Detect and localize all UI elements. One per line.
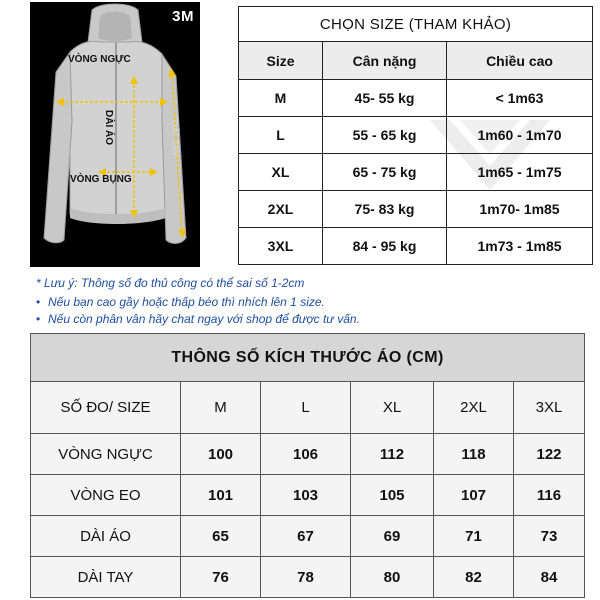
size-chart-header	[239, 42, 593, 80]
measurement-row	[31, 557, 585, 598]
waist-label: VÒNG BỤNG	[70, 174, 132, 185]
value-cell: 100	[181, 434, 261, 475]
header-height: Chiều cao	[447, 42, 593, 80]
size-header: 2XL	[434, 382, 514, 434]
size-header: M	[181, 382, 261, 434]
value-cell: 103	[261, 475, 351, 516]
length-label: DÀI ÁO	[103, 110, 114, 145]
measurement-title: THÔNG SỐ KÍCH THƯỚC ÁO (CM)	[31, 334, 585, 382]
value-cell: 65	[181, 516, 261, 557]
header-size: Size	[239, 42, 323, 80]
weight-cell: 75- 83 kg	[323, 191, 447, 228]
product-photo	[30, 2, 200, 267]
header-label: SỐ ĐO/ SIZE	[31, 382, 181, 434]
value-cell: 76	[181, 557, 261, 598]
size-chart-table	[238, 6, 593, 265]
size-row	[239, 191, 593, 228]
value-cell: 78	[261, 557, 351, 598]
height-cell: 1m73 - 1m85	[447, 228, 593, 265]
size-cell: M	[239, 80, 323, 117]
notes-section	[36, 276, 596, 328]
size-header: XL	[351, 382, 434, 434]
size-cell: 2XL	[239, 191, 323, 228]
value-cell: 106	[261, 434, 351, 475]
note-bullet-text: Nếu bạn cao gầy hoặc thấp béo thì nhích lên 1 size.	[48, 295, 325, 309]
value-cell: 122	[514, 434, 585, 475]
weight-cell: 84 - 95 kg	[323, 228, 447, 265]
value-cell: 105	[351, 475, 434, 516]
value-cell: 112	[351, 434, 434, 475]
row-label: VÒNG EO	[31, 475, 181, 516]
value-cell: 67	[261, 516, 351, 557]
note-bullet-text: Nếu còn phân vân hãy chat ngay với shop để được tư vấn.	[48, 312, 360, 326]
measurement-row	[31, 434, 585, 475]
size-header: L	[261, 382, 351, 434]
weight-cell: 65 - 75 kg	[323, 154, 447, 191]
value-cell: 118	[434, 434, 514, 475]
bullet-dot-icon: •	[36, 312, 41, 326]
size-row	[239, 154, 593, 191]
height-cell: 1m60 - 1m70	[447, 117, 593, 154]
note-main: * Lưu ý: Thông số đo thủ công có thể sai số 1-2cm	[36, 276, 305, 290]
value-cell: 84	[514, 557, 585, 598]
note-bullet	[36, 294, 596, 311]
value-cell: 73	[514, 516, 585, 557]
value-cell: 69	[351, 516, 434, 557]
size-header: 3XL	[514, 382, 585, 434]
size-row	[239, 117, 593, 154]
measurement-header	[31, 382, 585, 434]
size-cell: 3XL	[239, 228, 323, 265]
size-row	[239, 228, 593, 265]
bullet-dot-icon: •	[36, 295, 41, 309]
size-cell: XL	[239, 154, 323, 191]
size-cell: L	[239, 117, 323, 154]
value-cell: 107	[434, 475, 514, 516]
height-cell: 1m65 - 1m75	[447, 154, 593, 191]
measurement-table	[30, 333, 585, 598]
row-label: VÒNG NGỰC	[31, 434, 181, 475]
measurement-row	[31, 516, 585, 557]
value-cell: 101	[181, 475, 261, 516]
value-cell: 80	[351, 557, 434, 598]
value-cell: 116	[514, 475, 585, 516]
height-cell: < 1m63	[447, 80, 593, 117]
chest-label: VÒNG NGỰC	[68, 54, 131, 65]
sleeve-label: DÀI TAY	[170, 120, 180, 158]
value-cell: 82	[434, 557, 514, 598]
weight-cell: 45- 55 kg	[323, 80, 447, 117]
note-bullet	[36, 311, 596, 328]
header-weight: Cân nặng	[323, 42, 447, 80]
size-chart-title: CHỌN SIZE (THAM KHẢO)	[239, 7, 593, 42]
value-cell: 71	[434, 516, 514, 557]
height-cell: 1m70- 1m85	[447, 191, 593, 228]
row-label: DÀI TAY	[31, 557, 181, 598]
measurement-row	[31, 475, 585, 516]
brand-logo: 3M	[172, 8, 194, 25]
row-label: DÀI ÁO	[31, 516, 181, 557]
weight-cell: 55 - 65 kg	[323, 117, 447, 154]
size-row	[239, 80, 593, 117]
